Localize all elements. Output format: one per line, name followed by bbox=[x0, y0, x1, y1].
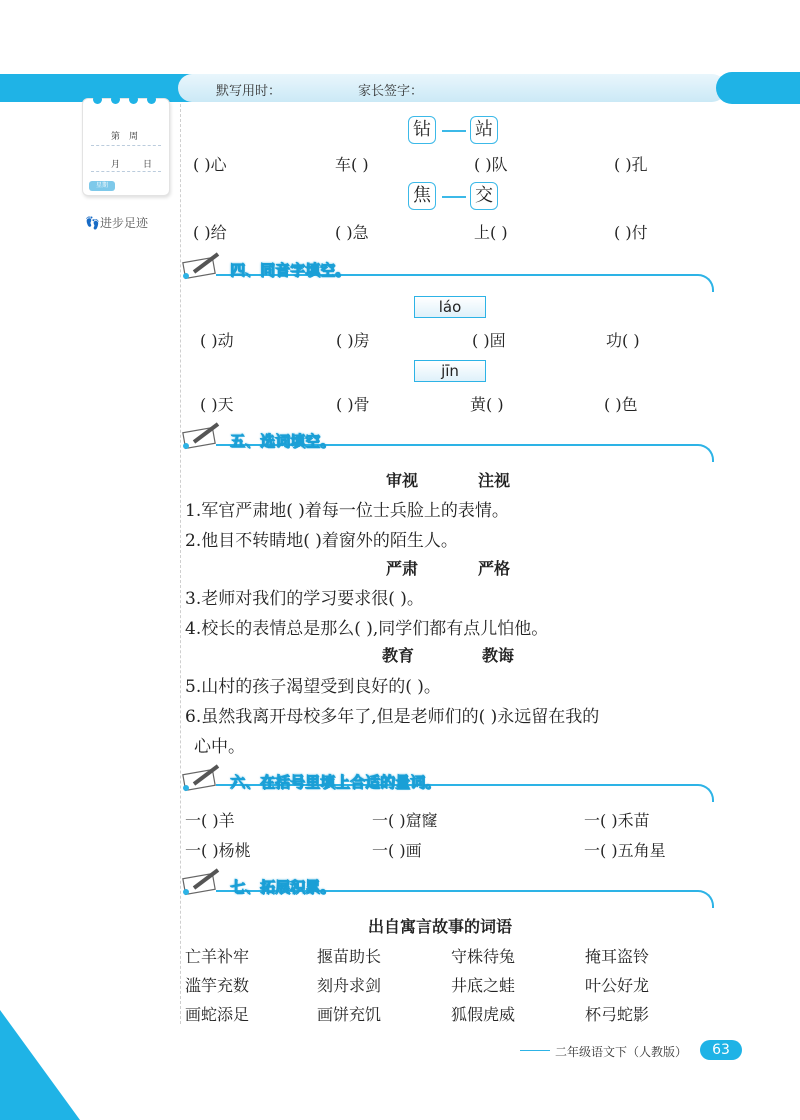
idiom: 杯弓蛇影 bbox=[585, 1005, 650, 1024]
fill-item: 车( ) bbox=[335, 155, 369, 174]
fill-item: 功( ) bbox=[606, 331, 640, 350]
fill-item: ( )动 bbox=[200, 331, 234, 350]
fill-item: ( )骨 bbox=[336, 395, 370, 414]
idiom: 画蛇添足 bbox=[185, 1005, 250, 1024]
sentence-2: 2.他目不转睛地( )着窗外的陌生人。 bbox=[185, 531, 458, 551]
char-dash bbox=[442, 196, 466, 198]
sentence-6: 6.虽然我离开母校多年了,但是老师们的( )永远留在我的 bbox=[185, 707, 600, 727]
page-number: 63 bbox=[700, 1040, 742, 1060]
fill-item: ( )孔 bbox=[614, 155, 648, 174]
word-choice: 注视 bbox=[478, 471, 511, 490]
corner-decoration bbox=[0, 1010, 80, 1120]
fill-item: 一( )羊 bbox=[185, 811, 235, 830]
sentence-3: 3.老师对我们的学习要求很( )。 bbox=[185, 589, 424, 609]
idiom: 亡羊补牢 bbox=[185, 947, 250, 966]
header-bar-right bbox=[716, 72, 800, 104]
idiom: 刻舟求剑 bbox=[317, 976, 382, 995]
fill-item: ( )房 bbox=[336, 331, 370, 350]
fill-item: 一( )画 bbox=[372, 841, 422, 860]
idiom: 狐假虎威 bbox=[451, 1005, 516, 1024]
margin-line bbox=[180, 104, 181, 1024]
fill-item: 一( )五角星 bbox=[584, 841, 666, 860]
sentence-5: 5.山村的孩子渴望受到良好的( )。 bbox=[185, 677, 441, 697]
idiom: 掩耳盗铃 bbox=[585, 947, 650, 966]
fill-item: 上( ) bbox=[474, 223, 508, 242]
word-choice: 教育 bbox=[382, 646, 415, 665]
section-7-title: 七、拓展积累。 bbox=[230, 878, 336, 896]
word-choice: 教诲 bbox=[482, 646, 515, 665]
fill-item: ( )付 bbox=[614, 223, 648, 242]
char-box-3: 焦 bbox=[408, 182, 436, 210]
word-choice: 审视 bbox=[386, 471, 419, 490]
footer-line bbox=[520, 1050, 550, 1051]
fill-item: 黄( ) bbox=[470, 395, 504, 414]
pinyin-box: jīn bbox=[414, 360, 486, 382]
idiom: 井底之蛙 bbox=[451, 976, 516, 995]
dictation-time-label: 默写用时： bbox=[216, 84, 282, 99]
idiom: 守株待兔 bbox=[451, 947, 516, 966]
char-box-1: 钻 bbox=[408, 116, 436, 144]
sentence-6-cont: 心中。 bbox=[194, 737, 245, 757]
sentence-1: 1.军官严肃地( )着每一位士兵脸上的表情。 bbox=[185, 501, 509, 521]
calendar-month: 月 bbox=[111, 160, 121, 170]
fill-item: 一( )杨桃 bbox=[185, 841, 251, 860]
word-choice: 严肃 bbox=[386, 559, 419, 578]
calendar-week: 第 周 bbox=[111, 132, 139, 142]
char-dash bbox=[442, 130, 466, 132]
section-6-title: 六、在括号里填上合适的量词。 bbox=[230, 773, 441, 791]
fill-item: ( )急 bbox=[335, 223, 369, 242]
fill-item: 一( )窟窿 bbox=[372, 811, 438, 830]
calendar-day: 日 bbox=[143, 160, 153, 170]
fill-item: ( )色 bbox=[604, 395, 638, 414]
word-choice: 严格 bbox=[478, 559, 511, 578]
char-box-2: 站 bbox=[470, 116, 498, 144]
fill-item: ( )给 bbox=[193, 223, 227, 242]
footprint-icon: 👣 bbox=[85, 216, 100, 230]
parent-signature-label: 家长签字： bbox=[358, 84, 424, 99]
calendar-weekday: 星期 bbox=[89, 181, 115, 191]
sentence-4: 4.校长的表情总是那么( ),同学们都有点儿怕他。 bbox=[185, 619, 549, 639]
fill-item: ( )心 bbox=[193, 155, 227, 174]
fill-item: ( )天 bbox=[200, 395, 234, 414]
fill-item: 一( )禾苗 bbox=[584, 811, 650, 830]
section-4-title: 四、同音字填空。 bbox=[230, 261, 351, 279]
footer-book-title: 二年级语文下（人教版） bbox=[555, 1045, 688, 1059]
idiom-subtitle: 出自寓言故事的词语 bbox=[368, 917, 513, 936]
idiom: 画饼充饥 bbox=[317, 1005, 382, 1024]
fill-item: ( )固 bbox=[472, 331, 506, 350]
idiom: 揠苗助长 bbox=[317, 947, 382, 966]
calendar-card bbox=[82, 98, 170, 196]
idiom: 滥竽充数 bbox=[185, 976, 250, 995]
pinyin-box: láo bbox=[414, 296, 486, 318]
fill-item: ( )队 bbox=[474, 155, 508, 174]
section-5-title: 五、选词填空。 bbox=[230, 432, 336, 450]
char-box-4: 交 bbox=[470, 182, 498, 210]
idiom: 叶公好龙 bbox=[585, 976, 650, 995]
footprints-label: 👣进步足迹 bbox=[85, 216, 148, 230]
